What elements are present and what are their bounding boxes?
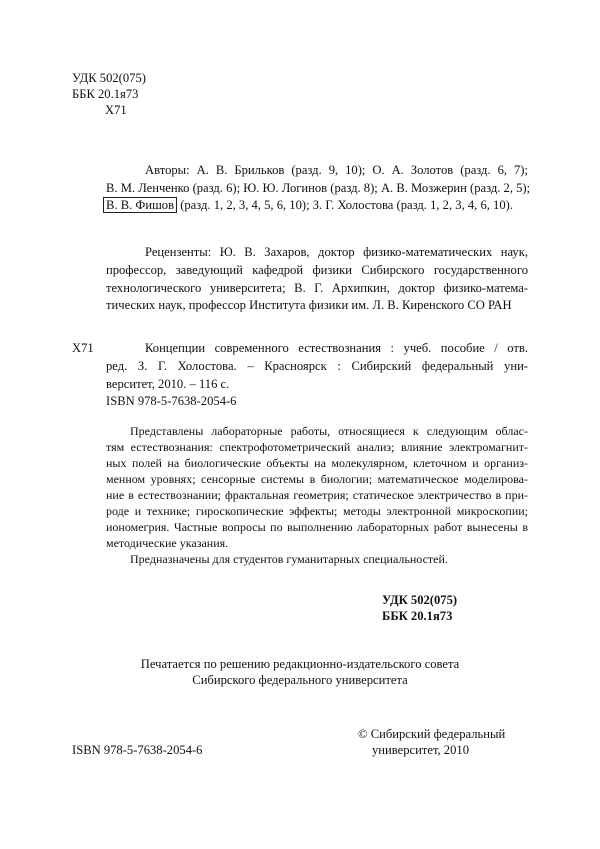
copyright-line-2: университет, 2010 [372, 743, 469, 757]
bib-line-2: ред. З. Г. Холостова. – Красноярск : Сибирский федеральный уни- [106, 359, 528, 373]
bbk-code: ББК 20.1я73 [72, 87, 139, 101]
abstract-line-2: тям естествознания: спектрофотометрический анализ; влияние электромагнит- [106, 440, 528, 454]
copyright-line-1: © Сибирский федеральный [358, 727, 506, 741]
footer-isbn: ISBN 978-5-7638-2054-6 [72, 743, 203, 757]
abstract-line-7: иономегрия. Частные вопросы по выполнению лабораторных работ вынесены в [106, 520, 528, 534]
bib-line-1: Концепции современного естествознания : учеб. пособие / отв. [145, 341, 528, 355]
publisher-note-line-1: Печатается по решению редакционно-издательского совета [140, 657, 460, 671]
abstract-line-3: ных полей на биологические объекты на молекулярном, клеточном и организ- [106, 456, 528, 470]
authors-line-3 [106, 197, 513, 213]
authors-line-2: В. М. Ленченко (разд. 6); Ю. Ю. Логинов (разд. 8); А. В. Мозжерин (разд. 2, 5); [106, 181, 531, 195]
abstract-line-8: методические указания. [106, 536, 229, 550]
reviewers-line-4: тических наук, профессор Института физики им. Л. В. Киренского СО РАН [106, 298, 512, 312]
publisher-note-line-2: Сибирского федерального университета [192, 673, 408, 687]
abstract-audience: Предназначены для студентов гуманитарных специальностей. [130, 552, 448, 566]
bib-mark: Х71 [72, 341, 94, 355]
bbk-code-bold: ББК 20.1я73 [382, 609, 453, 623]
reviewers-line-1: Рецензенты: Ю. В. Захаров, доктор физико-математических наук, [145, 245, 528, 259]
bib-line-3: верситет, 2010. – 116 с. [106, 377, 230, 391]
abstract-line-6: роде и технике; гироскопические эффекты; методы электронной микроскопии; [106, 504, 528, 518]
abstract-line-5: ние в естествознании; фрактальная геометрия; статическое электричество в при- [106, 488, 528, 502]
abstract-line-4: менном уровнях; сенсорные системы в биологии; математическое моделирова- [106, 472, 528, 486]
boxed-author-name: В. В. Фишов [103, 197, 177, 213]
authors-line-3-rest: (разд. 1, 2, 3, 4, 5, 6, 10); З. Г. Холостова (разд. 1, 2, 3, 4, 6, 10). [180, 198, 513, 212]
authors-line-1: Авторы: А. В. Брильков (разд. 9, 10); О. А. Золотов (разд. 6, 7); [145, 163, 528, 177]
author-mark: Х71 [105, 103, 127, 117]
reviewers-line-3: технологического университета; В. Г. Архипкин, доктор физико-матема- [106, 281, 528, 295]
udk-code-bold: УДК 502(075) [382, 593, 458, 607]
bib-isbn: ISBN 978-5-7638-2054-6 [106, 394, 237, 408]
abstract-line-1: Представлены лабораторные работы, относящиеся к следующим облас- [130, 424, 528, 438]
udk-code: УДК 502(075) [72, 71, 146, 85]
reviewers-line-2: профессор, заведующий кафедрой физики Сибирского государственного [106, 263, 528, 277]
